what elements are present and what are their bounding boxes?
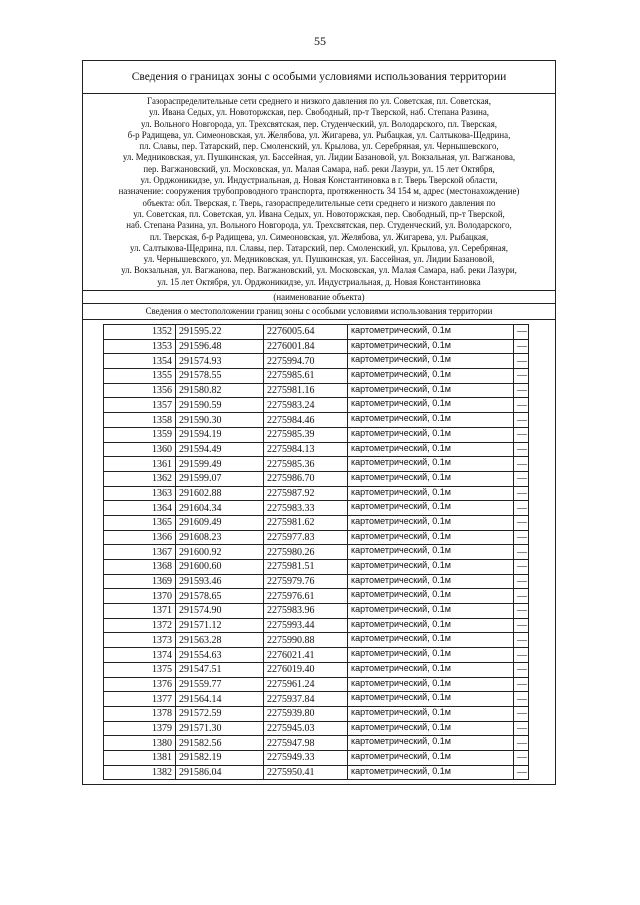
description-line: Газораспределительные сети среднего и низкого давления по ул. Советская, пл. Советская, [147,96,491,106]
coordinates-table [103,324,529,780]
error-value-cell: — [514,662,529,677]
coord-y-cell: 2275979.76 [264,574,348,589]
error-value-cell: — [514,486,529,501]
point-number-cell: 1358 [104,413,176,428]
error-value-cell: — [514,706,529,721]
error-value-cell: — [514,530,529,545]
error-value-cell: — [514,339,529,354]
coord-x-cell: 291609.49 [176,515,264,530]
coord-x-cell: 291596.48 [176,339,264,354]
method-accuracy-cell: картометрический, 0.1м [348,750,514,765]
coord-y-cell: 2276021.41 [264,648,348,663]
method-accuracy-cell: картометрический, 0.1м [348,427,514,442]
method-accuracy-cell: картометрический, 0.1м [348,706,514,721]
error-value-cell: — [514,501,529,516]
error-value-cell: — [514,633,529,648]
point-number-cell: 1380 [104,736,176,751]
table-row [104,721,529,736]
table-row [104,413,529,428]
coord-x-cell: 291590.30 [176,413,264,428]
method-accuracy-cell: картометрический, 0.1м [348,486,514,501]
method-accuracy-cell: картометрический, 0.1м [348,721,514,736]
coord-y-cell: 2275949.33 [264,750,348,765]
point-number-cell: 1362 [104,471,176,486]
method-accuracy-cell: картометрический, 0.1м [348,398,514,413]
point-number-cell: 1382 [104,765,176,780]
zone-boundary-form [82,60,556,785]
description-line: ул. Вокзальная, ул. Вагжанова, пер. Вагжановский, ул. Московская, ул. Малая Самара, наб. реки Лазури, [121,265,517,276]
coord-y-cell: 2275976.61 [264,589,348,604]
method-accuracy-cell: картометрический, 0.1м [348,413,514,428]
coord-y-cell: 2275993.44 [264,618,348,633]
description-line: ул. Орджоникидзе, ул. Индустриальная, д. Новая Константиновка в г. Тверь Тверской области, [140,175,498,186]
coord-x-cell: 291564.14 [176,692,264,707]
coord-x-cell: 291571.12 [176,618,264,633]
method-accuracy-cell: картометрический, 0.1м [348,677,514,692]
location-subheader: Сведения о местоположении границ зоны с особыми условиями использования территории [83,304,555,320]
table-row [104,545,529,560]
coord-x-cell: 291608.23 [176,530,264,545]
error-value-cell: — [514,648,529,663]
error-value-cell: — [514,427,529,442]
method-accuracy-cell: картометрический, 0.1м [348,325,514,340]
method-accuracy-cell: картометрический, 0.1м [348,354,514,369]
table-row [104,398,529,413]
coord-y-cell: 2275984.13 [264,442,348,457]
point-number-cell: 1359 [104,427,176,442]
method-accuracy-cell: картометрический, 0.1м [348,662,514,677]
table-row [104,677,529,692]
description-line: ул. Ивана Седых, ул. Новоторжская, пер. Свободный, пр-т Тверской, наб. Степана Разина, [148,107,490,118]
coord-y-cell: 2275981.62 [264,515,348,530]
page-number: 55 [314,34,326,48]
coord-x-cell: 291582.56 [176,736,264,751]
table-row [104,736,529,751]
description-line: пл. Тверская, б-р Радищева, ул. Симеоновская, ул. Желябова, ул. Жигарева, ул. Рыбацкая, [149,231,489,242]
method-accuracy-cell: картометрический, 0.1м [348,471,514,486]
point-number-cell: 1368 [104,560,176,575]
method-accuracy-cell: картометрический, 0.1м [348,545,514,560]
table-row [104,442,529,457]
error-value-cell: — [514,721,529,736]
method-accuracy-cell: картометрический, 0.1м [348,633,514,648]
coord-x-cell: 291594.49 [176,442,264,457]
coord-y-cell: 2275984.46 [264,413,348,428]
coord-y-cell: 2276005.64 [264,325,348,340]
description-line: ул. Медниковская, ул. Пушкинская, ул. Бассейная, ул. Лидии Базановой, ул. Вокзальная, ул. Вагжанова, [122,152,516,163]
table-row [104,574,529,589]
point-number-cell: 1378 [104,706,176,721]
error-value-cell: — [514,413,529,428]
coord-y-cell: 2275950.41 [264,765,348,780]
coord-y-cell: 2275980.26 [264,545,348,560]
method-accuracy-cell: картометрический, 0.1м [348,648,514,663]
coord-x-cell: 291578.65 [176,589,264,604]
table-row [104,560,529,575]
method-accuracy-cell: картометрический, 0.1м [348,339,514,354]
coord-y-cell: 2275985.36 [264,457,348,472]
method-accuracy-cell: картометрический, 0.1м [348,692,514,707]
coord-y-cell: 2275985.39 [264,427,348,442]
coord-x-cell: 291604.34 [176,501,264,516]
point-number-cell: 1355 [104,369,176,384]
method-accuracy-cell: картометрический, 0.1м [348,530,514,545]
method-accuracy-cell: картометрический, 0.1м [348,369,514,384]
table-row [104,427,529,442]
coord-x-cell: 291602.88 [176,486,264,501]
coord-x-cell: 291574.93 [176,354,264,369]
table-row [104,354,529,369]
table-row [104,765,529,780]
method-accuracy-cell: картометрический, 0.1м [348,560,514,575]
point-number-cell: 1371 [104,604,176,619]
error-value-cell: — [514,457,529,472]
coord-y-cell: 2275981.51 [264,560,348,575]
method-accuracy-cell: картометрический, 0.1м [348,618,514,633]
error-value-cell: — [514,560,529,575]
coord-y-cell: 2276019.40 [264,662,348,677]
point-number-cell: 1377 [104,692,176,707]
coord-y-cell: 2275983.24 [264,398,348,413]
description-line: ул. 15 лет Октября, ул. Орджоникидзе, ул. Индустриальная, д. Новая Константиновка [157,276,481,287]
description-line: пер. Вагжановский, ул. Московская, ул. Малая Самара, наб. реки Лазури, ул. 15 лет Октября, [143,163,495,174]
error-value-cell: — [514,750,529,765]
coord-x-cell: 291547.51 [176,662,264,677]
error-value-cell: — [514,354,529,369]
table-row [104,648,529,663]
coord-y-cell: 2275985.61 [264,369,348,384]
coord-x-cell: 291586.04 [176,765,264,780]
error-value-cell: — [514,604,529,619]
coord-x-cell: 291554.63 [176,648,264,663]
point-number-cell: 1363 [104,486,176,501]
point-number-cell: 1357 [104,398,176,413]
object-description [83,94,555,291]
error-value-cell: — [514,618,529,633]
coord-y-cell: 2275986.70 [264,471,348,486]
coord-x-cell: 291571.30 [176,721,264,736]
description-line: б-р Радищева, ул. Симеоновская, ул. Желябова, ул. Жигарева, ул. Рыбацкая, ул. Салтыкова-Щедрина, [127,129,511,140]
point-number-cell: 1372 [104,618,176,633]
point-number-cell: 1364 [104,501,176,516]
method-accuracy-cell: картометрический, 0.1м [348,383,514,398]
point-number-cell: 1352 [104,325,176,340]
error-value-cell: — [514,515,529,530]
table-row [104,369,529,384]
table-row [104,530,529,545]
coord-y-cell: 2275961.24 [264,677,348,692]
error-value-cell: — [514,677,529,692]
error-value-cell: — [514,692,529,707]
error-value-cell: — [514,736,529,751]
description-line: наб. Степана Разина, ул. Вольного Новгорода, ул. Трехсвятская, пер. Студенческий, ул. Володарского, [126,220,512,231]
error-value-cell: — [514,589,529,604]
coord-x-cell: 291574.90 [176,604,264,619]
description-line: назначение: сооружения трубопроводного транспорта, протяженность 34 154 м, адрес (местонахождение) [118,186,520,197]
coord-x-cell: 291559.77 [176,677,264,692]
method-accuracy-cell: картометрический, 0.1м [348,589,514,604]
point-number-cell: 1369 [104,574,176,589]
point-number-cell: 1374 [104,648,176,663]
table-row [104,589,529,604]
point-number-cell: 1370 [104,589,176,604]
table-row [104,662,529,677]
table-row [104,486,529,501]
coord-y-cell: 2275945.03 [264,721,348,736]
table-row [104,604,529,619]
table-row [104,471,529,486]
method-accuracy-cell: картометрический, 0.1м [348,501,514,516]
coord-y-cell: 2275990.88 [264,633,348,648]
description-line: ул. Чернышевского, ул. Медниковская, ул. Пушкинская, ул. Бассейная, ул. Лидии Базановой, [143,254,495,265]
error-value-cell: — [514,574,529,589]
point-number-cell: 1367 [104,545,176,560]
description-line: пл. Славы, пер. Татарский, пер. Смоленский, ул. Крылова, ул. Серебряная, ул. Чернышевского, [139,141,499,152]
coord-x-cell: 291572.59 [176,706,264,721]
table-row [104,692,529,707]
point-number-cell: 1376 [104,677,176,692]
coord-x-cell: 291595.22 [176,325,264,340]
coord-y-cell: 2275987.92 [264,486,348,501]
table-row [104,706,529,721]
coord-x-cell: 291594.19 [176,427,264,442]
table-row [104,325,529,340]
point-number-cell: 1373 [104,633,176,648]
point-number-cell: 1361 [104,457,176,472]
object-name-caption: (наименование объекта) [83,291,555,304]
coord-y-cell: 2275994.70 [264,354,348,369]
table-row [104,457,529,472]
point-number-cell: 1379 [104,721,176,736]
coord-x-cell: 291600.60 [176,560,264,575]
coord-y-cell: 2275981.16 [264,383,348,398]
coord-y-cell: 2275937.84 [264,692,348,707]
method-accuracy-cell: картометрический, 0.1м [348,457,514,472]
method-accuracy-cell: картометрический, 0.1м [348,736,514,751]
coord-x-cell: 291580.82 [176,383,264,398]
coord-x-cell: 291563.28 [176,633,264,648]
description-line: ул. Вольного Новгорода, ул. Трехсвятская, пер. Студенческий, ул. Володарского, пл. Тверская, [140,118,498,129]
description-line: ул. Советская, пл. Советская, ул. Ивана Седых, ул. Новоторжская, пер. Свободный, пр-т Тверской, [133,208,505,219]
error-value-cell: — [514,383,529,398]
method-accuracy-cell: картометрический, 0.1м [348,604,514,619]
coord-y-cell: 2275983.33 [264,501,348,516]
point-number-cell: 1353 [104,339,176,354]
coord-x-cell: 291599.49 [176,457,264,472]
point-number-cell: 1365 [104,515,176,530]
coord-y-cell: 2275947.98 [264,736,348,751]
error-value-cell: — [514,765,529,780]
table-row [104,750,529,765]
coord-x-cell: 291578.55 [176,369,264,384]
table-row [104,515,529,530]
method-accuracy-cell: картометрический, 0.1м [348,574,514,589]
table-row [104,339,529,354]
error-value-cell: — [514,398,529,413]
table-row [104,618,529,633]
point-number-cell: 1375 [104,662,176,677]
method-accuracy-cell: картометрический, 0.1м [348,515,514,530]
coord-x-cell: 291600.92 [176,545,264,560]
table-row [104,383,529,398]
method-accuracy-cell: картометрический, 0.1м [348,765,514,780]
form-title: Сведения о границах зоны с особыми условиями использования территории [83,61,555,94]
coord-x-cell: 291590.59 [176,398,264,413]
point-number-cell: 1366 [104,530,176,545]
error-value-cell: — [514,471,529,486]
coord-y-cell: 2275939.80 [264,706,348,721]
coord-x-cell: 291582.19 [176,750,264,765]
coord-y-cell: 2275977.83 [264,530,348,545]
description-line: ул. Салтыкова-Щедрина, пл. Славы, пер. Татарский, пер. Смоленский, ул. Крылова, ул. Серебряная, [129,242,509,253]
point-number-cell: 1360 [104,442,176,457]
error-value-cell: — [514,442,529,457]
coord-y-cell: 2275983.96 [264,604,348,619]
coord-x-cell: 291593.46 [176,574,264,589]
table-row [104,633,529,648]
error-value-cell: — [514,325,529,340]
table-row [104,501,529,516]
description-line: объекта: обл. Тверская, г. Тверь, газораспределительные сети среднего и низкого давления по [142,197,496,208]
method-accuracy-cell: картометрический, 0.1м [348,442,514,457]
coord-y-cell: 2276001.84 [264,339,348,354]
point-number-cell: 1381 [104,750,176,765]
error-value-cell: — [514,369,529,384]
error-value-cell: — [514,545,529,560]
point-number-cell: 1356 [104,383,176,398]
coord-x-cell: 291599.07 [176,471,264,486]
point-number-cell: 1354 [104,354,176,369]
